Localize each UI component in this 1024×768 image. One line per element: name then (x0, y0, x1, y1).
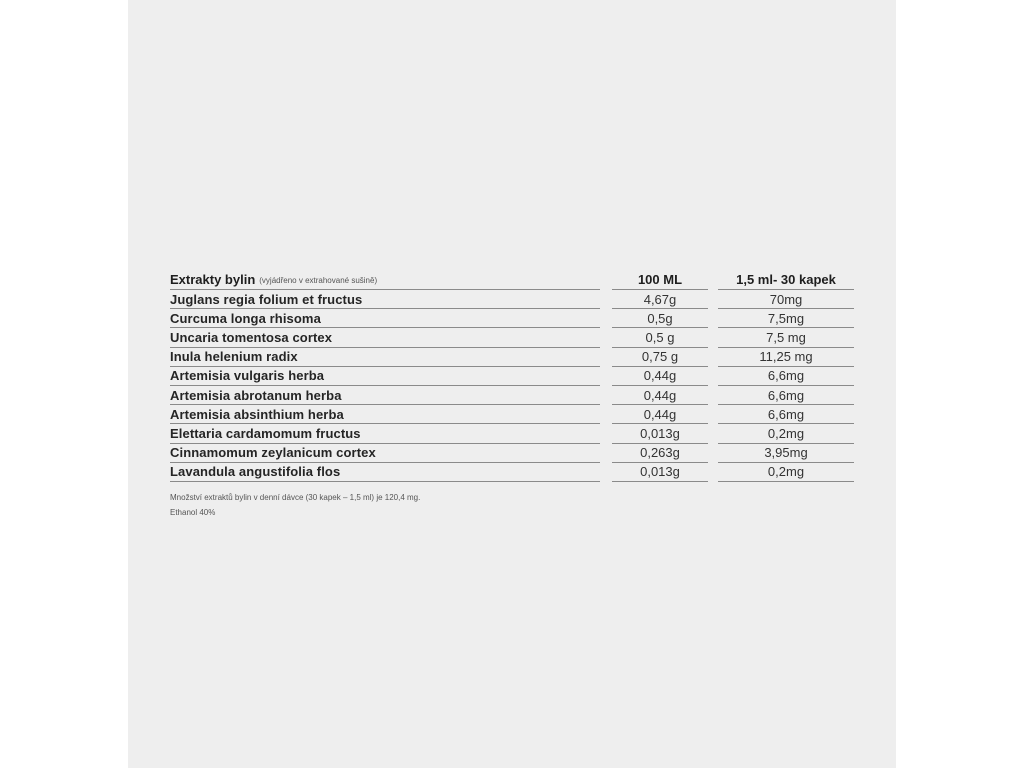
row-name: Inula helenium radix (170, 349, 298, 365)
table-row (170, 386, 854, 405)
row-value-dose: 6,6mg (718, 367, 854, 386)
row-value-100ml: 0,44g (612, 386, 708, 405)
header-col-100ml: 100 ML (612, 270, 708, 290)
header-note: (vyjádřeno v extrahované sušině) (259, 276, 378, 285)
header-col-dose: 1,5 ml- 30 kapek (718, 270, 854, 290)
footnote-daily-dose: Množství extraktů bylin v denní dávce (30 kapek – 1,5 ml) je 120,4 mg. (170, 493, 421, 502)
row-value-100ml: 0,263g (612, 444, 708, 463)
row-value-dose: 3,95mg (718, 444, 854, 463)
row-name: Elettaria cardamomum fructus (170, 425, 361, 441)
footnote-ethanol: Ethanol 40% (170, 508, 216, 517)
row-name: Artemisia vulgaris herba (170, 368, 325, 384)
header-title-cell (170, 270, 600, 290)
table-row (170, 290, 854, 309)
row-value-100ml: 0,75 g (612, 348, 708, 367)
table-row (170, 328, 854, 347)
header-title: Extrakty bylin (170, 272, 256, 287)
row-name: Artemisia abrotanum herba (170, 387, 342, 403)
table-row (170, 444, 854, 463)
row-value-100ml: 0,44g (612, 367, 708, 386)
content-panel (128, 0, 896, 768)
table-row (170, 424, 854, 443)
row-name-cell (170, 424, 600, 443)
row-name-cell (170, 290, 600, 309)
table-row (170, 367, 854, 386)
row-value-100ml: 0,5 g (612, 328, 708, 347)
row-value-dose: 6,6mg (718, 386, 854, 405)
row-name-cell (170, 386, 600, 405)
row-value-dose: 0,2mg (718, 463, 854, 482)
table-row (170, 309, 854, 328)
row-name-cell (170, 348, 600, 367)
table-row (170, 463, 854, 482)
herb-extract-table (170, 270, 854, 482)
footnotes (170, 490, 420, 520)
row-value-dose: 7,5 mg (718, 328, 854, 347)
row-name-cell (170, 444, 600, 463)
row-value-100ml: 0,013g (612, 463, 708, 482)
row-name: Curcuma longa rhisoma (170, 310, 321, 326)
row-value-100ml: 4,67g (612, 290, 708, 309)
row-value-100ml: 0,44g (612, 405, 708, 424)
row-value-100ml: 0,5g (612, 309, 708, 328)
table-row (170, 405, 854, 424)
table-row (170, 348, 854, 367)
row-name: Artemisia absinthium herba (170, 406, 344, 422)
row-name-cell (170, 328, 600, 347)
row-value-100ml: 0,013g (612, 424, 708, 443)
row-name-cell (170, 463, 600, 482)
row-name: Juglans regia folium et fructus (170, 291, 363, 307)
row-value-dose: 6,6mg (718, 405, 854, 424)
row-value-dose: 11,25 mg (718, 348, 854, 367)
table-header (170, 270, 854, 290)
row-value-dose: 70mg (718, 290, 854, 309)
row-name: Uncaria tomentosa cortex (170, 329, 333, 345)
row-name: Lavandula angustifolia flos (170, 464, 341, 480)
row-name-cell (170, 405, 600, 424)
row-name-cell (170, 367, 600, 386)
row-value-dose: 7,5mg (718, 309, 854, 328)
row-name-cell (170, 309, 600, 328)
row-value-dose: 0,2mg (718, 424, 854, 443)
row-name: Cinnamomum zeylanicum cortex (170, 445, 376, 461)
